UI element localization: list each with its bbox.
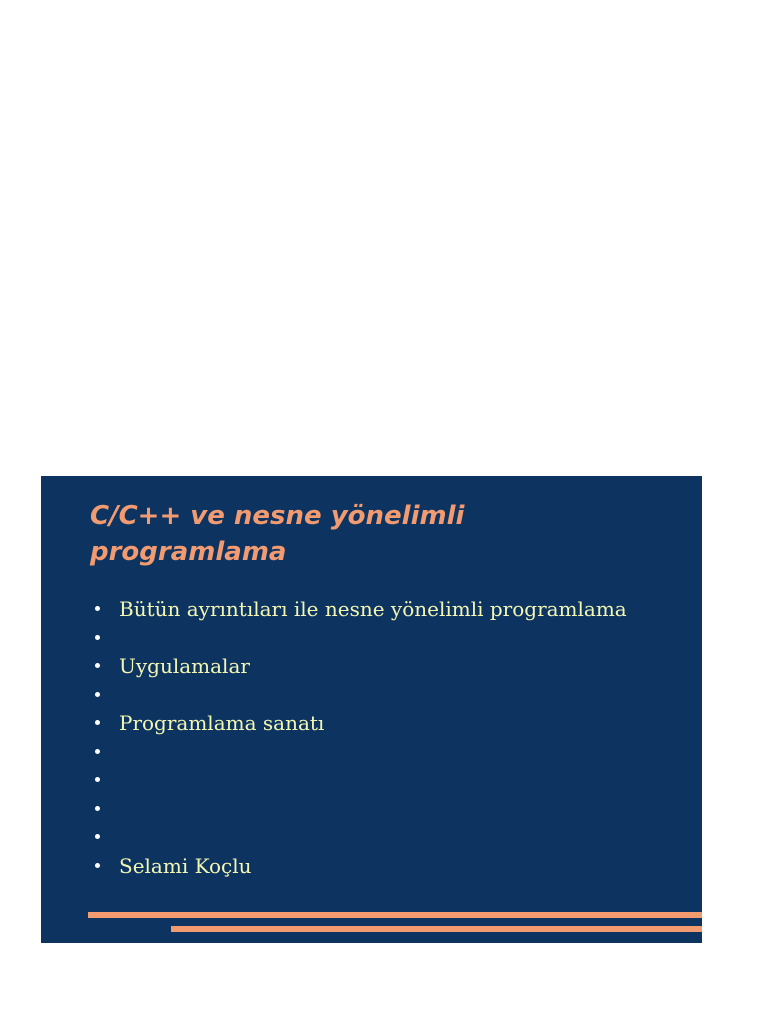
slide-title: C/C++ ve nesne yönelimli programlama: [90, 501, 465, 567]
bullet-dot-icon: [95, 749, 100, 754]
bullet-dot-icon: [95, 692, 100, 697]
bullet-item: [91, 652, 627, 681]
decorative-rule-top: [88, 912, 702, 918]
bullet-dot-icon: [95, 663, 100, 668]
bullet-dot-icon: [95, 720, 100, 725]
bullet-item: [91, 624, 627, 653]
bullet-list: [91, 595, 627, 880]
bullet-dot-icon: [95, 777, 100, 782]
bullet-text: Bütün ayrıntıları ile nesne yönelimli programlama: [119, 597, 627, 621]
bullet-text: Uygulamalar: [119, 654, 250, 678]
bullet-item: [91, 823, 627, 852]
decorative-rule-bottom: [171, 926, 702, 932]
bullet-item: [91, 766, 627, 795]
bullet-dot-icon: [95, 635, 100, 640]
bullet-text: Programlama sanatı: [119, 711, 325, 735]
bullet-item: [91, 795, 627, 824]
bullet-item: [91, 852, 627, 881]
bullet-item: [91, 709, 627, 738]
bullet-dot-icon: [95, 606, 100, 611]
bullet-text: Selami Koçlu: [119, 853, 252, 878]
presentation-slide: [41, 476, 702, 943]
bullet-dot-icon: [95, 806, 100, 811]
bullet-item: [91, 681, 627, 710]
bullet-dot-icon: [95, 863, 100, 868]
bullet-item: [91, 595, 627, 624]
bullet-dot-icon: [95, 834, 100, 839]
bullet-item: [91, 738, 627, 767]
